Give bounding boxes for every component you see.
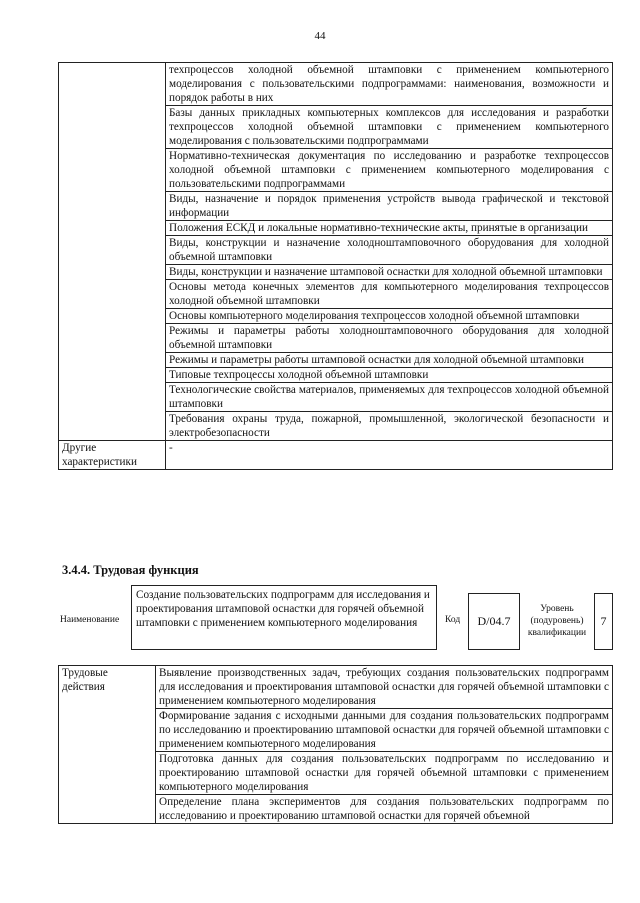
table-cell: Нормативно-техническая документация по исследованию и разработке техпроцессов холодной объемной штамповки с применением компьютерного моделирования с пользовательскими подпрограммами: [166, 149, 613, 192]
other-characteristics-label: Другие характеристики: [59, 441, 166, 470]
table-cell: Подготовка данных для создания пользовательских подпрограмм по исследованию и проектированию штамповой оснастки для горячей объемной штамповки с применением компьютерного моделирования: [156, 752, 613, 795]
table-row: [59, 666, 613, 709]
knowledge-label-cell: [59, 63, 166, 441]
table-cell: техпроцессов холодной объемной штамповки с применением компьютерного моделирования с пользовательскими подпрограммами: наименования, возможности и порядок работы в них: [166, 63, 613, 106]
table-cell: Основы компьютерного моделирования техпроцессов холодной объемной штамповки: [166, 309, 613, 324]
knowledge-table: [58, 62, 613, 470]
table-cell: Режимы и параметры работы штамповой оснастки для холодной объемной штамповки: [166, 353, 613, 368]
table-cell: Виды, конструкции и назначение штамповой оснастки для холодной объемной штамповки: [166, 265, 613, 280]
function-code-label: Код: [445, 615, 461, 625]
table-cell: Типовые техпроцессы холодной объемной штамповки: [166, 368, 613, 383]
table-cell: Определение плана экспериментов для создания пользовательских подпрограмм по исследованию и проектированию штамповой оснастки для горячей объемной: [156, 795, 613, 824]
table-cell: Выявление производственных задач, требующих создания пользовательских подпрограмм для исследования и проектирования штамповой оснастки для горячей объемной штамповки с применением компьютерного моделирования: [156, 666, 613, 709]
table-cell: Требования охраны труда, пожарной, промышленной, экологической безопасности и электробезопасности: [166, 412, 613, 441]
other-characteristics-value: -: [166, 441, 613, 470]
function-name-label: Наименование: [60, 615, 120, 625]
table-cell: Виды, назначение и порядок применения устройств вывода графической и текстовой информации: [166, 192, 613, 221]
qualification-level-label: Уровень (подуровень) квалификации: [527, 604, 587, 638]
qualification-level: 7: [594, 593, 613, 650]
table-cell: Режимы и параметры работы холодноштамповочного оборудования для холодной объемной штамповки: [166, 324, 613, 353]
function-code: D/04.7: [468, 593, 520, 650]
table-cell: Виды, конструкции и назначение холодноштамповочного оборудования для холодной объемной штамповки: [166, 236, 613, 265]
table-cell: Базы данных прикладных компьютерных комплексов для исследования и разработки техпроцессов холодной объемной штамповки с применением компьютерного моделирования с пользовательскими подпрограммами: [166, 106, 613, 149]
labor-actions-label: Трудовые действия: [59, 666, 156, 824]
table-cell: Основы метода конечных элементов для компьютерного моделирования техпроцессов холодной объемной штамповки: [166, 280, 613, 309]
table-cell: Технологические свойства материалов, применяемых для техпроцессов холодной объемной штамповки: [166, 383, 613, 412]
table-cell: Положения ЕСКД и локальные нормативно-технические акты, принятые в организации: [166, 221, 613, 236]
table-cell: Формирование задания с исходными данными для создания пользовательских подпрограмм по исследованию и проектированию штамповой оснастки для горячей объемной штамповки с применением компьютерного моделирования: [156, 709, 613, 752]
table-row: [59, 441, 613, 470]
table-row: [59, 63, 613, 106]
section-heading: 3.4.4. Трудовая функция: [62, 563, 199, 577]
function-name: Создание пользовательских подпрограмм для исследования и проектирования штамповой оснастки для горячей объемной штамповки с применением компьютерного моделирования: [131, 585, 437, 650]
labor-actions-table: [58, 665, 613, 824]
page-number: 44: [314, 30, 326, 42]
